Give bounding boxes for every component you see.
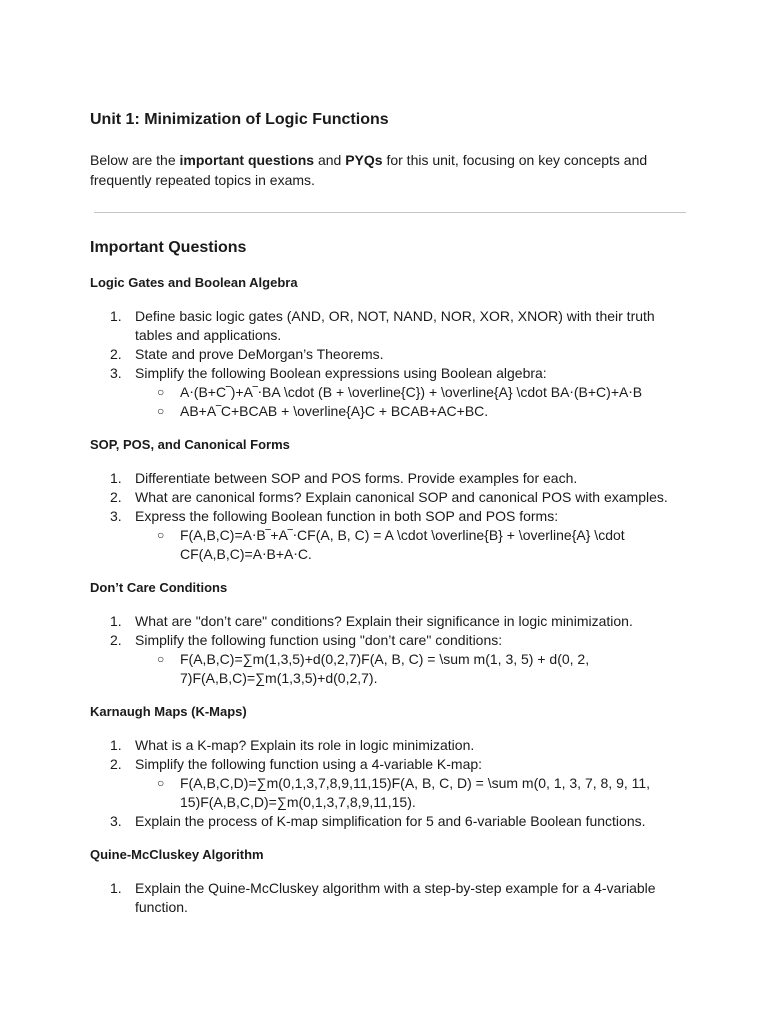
list-quine-mccluskey <box>90 879 680 917</box>
item-text: Express the following Boolean function in both SOP and POS forms: <box>135 508 559 524</box>
sublist-item <box>90 774 680 812</box>
section-kmap <box>90 702 680 831</box>
circle-bullet-icon: ○ <box>157 385 165 399</box>
list-item <box>90 755 680 812</box>
section-title-logic-gates: Logic Gates and Boolean Algebra <box>90 275 298 290</box>
list-number: 2. <box>110 489 122 505</box>
section-dont-care <box>90 578 680 688</box>
list-number: 2. <box>110 756 122 772</box>
intro-text-3: for this unit, focusing on key concepts and frequently repeated topics in exams. <box>90 152 648 188</box>
list-item <box>90 812 680 831</box>
item-text: What are canonical forms? Explain canonical SOP and canonical POS with examples. <box>135 489 668 505</box>
circle-bullet-icon: ○ <box>157 776 165 790</box>
section-title-sop-pos: SOP, POS, and Canonical Forms <box>90 437 290 452</box>
intro-paragraph <box>90 150 680 190</box>
list-item <box>90 879 680 917</box>
list-number: 1. <box>110 737 122 753</box>
sublist-item <box>90 383 680 402</box>
item-text: Differentiate between SOP and POS forms. Provide examples for each. <box>135 470 578 486</box>
item-text: Simplify the following function using "don’t care" conditions: <box>135 632 503 648</box>
list-item <box>90 631 680 688</box>
list-item <box>90 307 680 345</box>
list-dont-care <box>90 612 680 688</box>
sublist <box>135 650 680 688</box>
section-sop-pos <box>90 435 680 564</box>
sub-item-text: A⋅(B+C‾)+A‾⋅BA \cdot (B + \overline{C}) + \overline{A} \cdot BA⋅(B+C)+A⋅B <box>180 384 643 400</box>
section-logic-gates <box>90 273 680 421</box>
list-number: 1. <box>110 613 122 629</box>
list-number: 1. <box>110 308 122 324</box>
section-title-dont-care: Don’t Care Conditions <box>90 580 228 595</box>
item-text: State and prove DeMorgan’s Theorems. <box>135 346 384 362</box>
page-title: Unit 1: Minimization of Logic Functions <box>90 111 389 128</box>
intro-text-2: and <box>314 152 346 168</box>
item-text: Simplify the following Boolean expressions using Boolean algebra: <box>135 365 547 381</box>
list-number: 2. <box>110 346 122 362</box>
list-sop-pos <box>90 469 680 564</box>
list-item <box>90 507 680 564</box>
list-number: 1. <box>110 470 122 486</box>
list-item <box>90 736 680 755</box>
document-page <box>90 108 680 917</box>
list-kmap <box>90 736 680 831</box>
sublist-item <box>90 402 680 421</box>
item-text: Explain the Quine-McCluskey algorithm with a step-by-step example for a 4-variable function. <box>135 880 656 915</box>
sub-item-text: F(A,B,C)=A⋅B‾+A‾⋅CF(A, B, C) = A \cdot \overline{B} + \overline{A} \cdot CF(A,B,C)=A⋅B+A⋅C. <box>180 527 625 562</box>
list-number: 3. <box>110 813 122 829</box>
section-heading: Important Questions <box>90 239 247 256</box>
list-number: 3. <box>110 365 122 381</box>
list-number: 2. <box>110 632 122 648</box>
sub-item-text: AB+A‾C+BCAB + \overline{A}C + BCAB+AC+BC. <box>180 403 489 419</box>
sublist-item <box>90 650 680 688</box>
circle-bullet-icon: ○ <box>157 528 165 542</box>
sublist-item <box>90 526 680 564</box>
section-quine-mccluskey <box>90 845 680 917</box>
divider <box>94 212 686 213</box>
circle-bullet-icon: ○ <box>157 652 165 666</box>
list-number: 1. <box>110 880 122 896</box>
list-item <box>90 345 680 364</box>
sub-item-text: F(A,B,C)=∑m(1,3,5)+d(0,2,7)F(A, B, C) = \sum m(1, 3, 5) + d(0, 2, 7)F(A,B,C)=∑m(1,3,5)+d(0,2,7). <box>180 651 590 686</box>
intro-text-1: Below are the <box>90 152 180 168</box>
sub-item-text: F(A,B,C,D)=∑m(0,1,3,7,8,9,11,15)F(A, B, C, D) = \sum m(0, 1, 3, 7, 8, 9, 11, 15)F(A,B,C,D)=∑m(0,1,3,7,8,9,11,15). <box>180 775 651 810</box>
section-title-quine-mccluskey: Quine-McCluskey Algorithm <box>90 847 264 862</box>
sublist <box>135 774 680 812</box>
list-logic-gates <box>90 307 680 421</box>
list-item <box>90 364 680 421</box>
list-item <box>90 469 680 488</box>
circle-bullet-icon: ○ <box>157 404 165 418</box>
item-text: Explain the process of K-map simplification for 5 and 6-variable Boolean functions. <box>135 813 646 829</box>
intro-bold-important: important questions <box>179 152 315 168</box>
item-text: Simplify the following function using a 4-variable K-map: <box>135 756 483 772</box>
item-text: Define basic logic gates (AND, OR, NOT, NAND, NOR, XOR, XNOR) with their truth tables and applications. <box>135 308 655 343</box>
list-item <box>90 488 680 507</box>
item-text: What is a K-map? Explain its role in logic minimization. <box>135 737 475 753</box>
section-title-kmap: Karnaugh Maps (K-Maps) <box>90 704 247 719</box>
list-item <box>90 612 680 631</box>
intro-bold-pyqs: PYQs <box>345 152 383 168</box>
sublist <box>135 383 680 421</box>
item-text: What are "don’t care" conditions? Explain their significance in logic minimization. <box>135 613 633 629</box>
sublist <box>135 526 680 564</box>
list-number: 3. <box>110 508 122 524</box>
